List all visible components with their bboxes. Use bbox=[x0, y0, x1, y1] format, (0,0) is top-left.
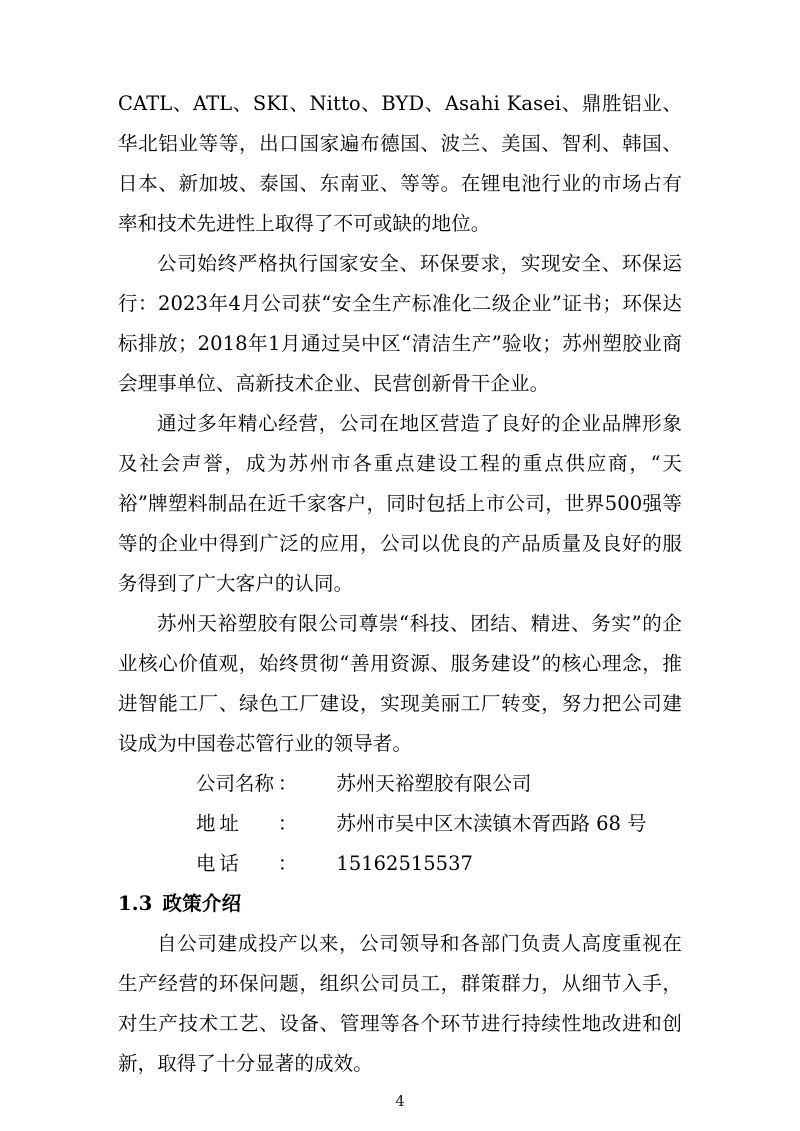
paragraph-brand-reputation: 通过多年精心经营，公司在地区营造了良好的企业品牌形象及社会声誉，成为苏州市各重点建设工程的重点供应商，“天裕”牌塑料制品在近千家客户，同时包括上市公司，世界500强等等的企业中得到广泛的应用，公司以优良的产品质量及良好的服务得到了广大客户的认同。 bbox=[118, 412, 682, 595]
contact-value-phone: 15162515537 bbox=[336, 852, 473, 875]
contact-label-phone: 电话 bbox=[196, 852, 239, 875]
contact-row-address bbox=[118, 804, 682, 844]
contact-value-company-name: 苏州天裕塑胶有限公司 bbox=[336, 772, 532, 795]
contact-separator-address: ： bbox=[277, 812, 298, 835]
contact-label-company-name: 公司名称 bbox=[196, 772, 275, 795]
contact-label-address: 地址 bbox=[196, 812, 239, 835]
page-number-footer: 4 bbox=[395, 1092, 405, 1110]
paragraph-core-values: 苏州天裕塑胶有限公司尊崇“科技、团结、精进、务实”的企业核心价值观，始终贯彻“善用资源、服务建设”的核心理念，推进智能工厂、绿色工厂建设，实现美丽工厂转变，努力把公司建设成为中国卷芯管行业的领导者。 bbox=[118, 612, 682, 755]
contact-value-address: 苏州市吴中区木渎镇木胥西路 68 号 bbox=[336, 812, 647, 835]
page-content-area bbox=[118, 84, 682, 1084]
section-heading-number: 1.3 bbox=[118, 892, 153, 915]
contact-row-phone bbox=[118, 844, 682, 884]
contact-row-company-name bbox=[118, 764, 682, 804]
paragraph-safety-environment: 公司始终严格执行国家安全、环保要求，实现安全、环保运行：2023年4月公司获“安全生产标准化二级企业”证书；环保达标排放；2018年1月通过吴中区“清洁生产”验收；苏州塑胶业商会理事单位、高新技术企业、民营创新骨干企业。 bbox=[118, 252, 682, 395]
section-heading-title: 政策介绍 bbox=[162, 892, 242, 915]
contact-information-block bbox=[118, 764, 682, 884]
paragraph-customers-exports: CATL、ATL、SKI、Nitto、BYD、Asahi Kasei、鼎胜铝业、华北铝业等等，出口国家遍布德国、波兰、美国、智利、韩国、日本、新加坡、泰国、东南亚、等等。在锂电池行业的市场占有率和技术先进性上取得了不可或缺的地位。 bbox=[118, 92, 682, 235]
contact-separator-company-name: ： bbox=[277, 772, 298, 795]
contact-separator-phone: ： bbox=[277, 852, 298, 875]
section-heading-1-3 bbox=[118, 884, 682, 924]
paragraph-policy-intro: 自公司建成投产以来，公司领导和各部门负责人高度重视在生产经营的环保问题，组织公司员工，群策群力，从细节入手，对生产技术工艺、设备、管理等各个环节进行持续性地改进和创新，取得了十分显著的成效。 bbox=[118, 932, 682, 1075]
